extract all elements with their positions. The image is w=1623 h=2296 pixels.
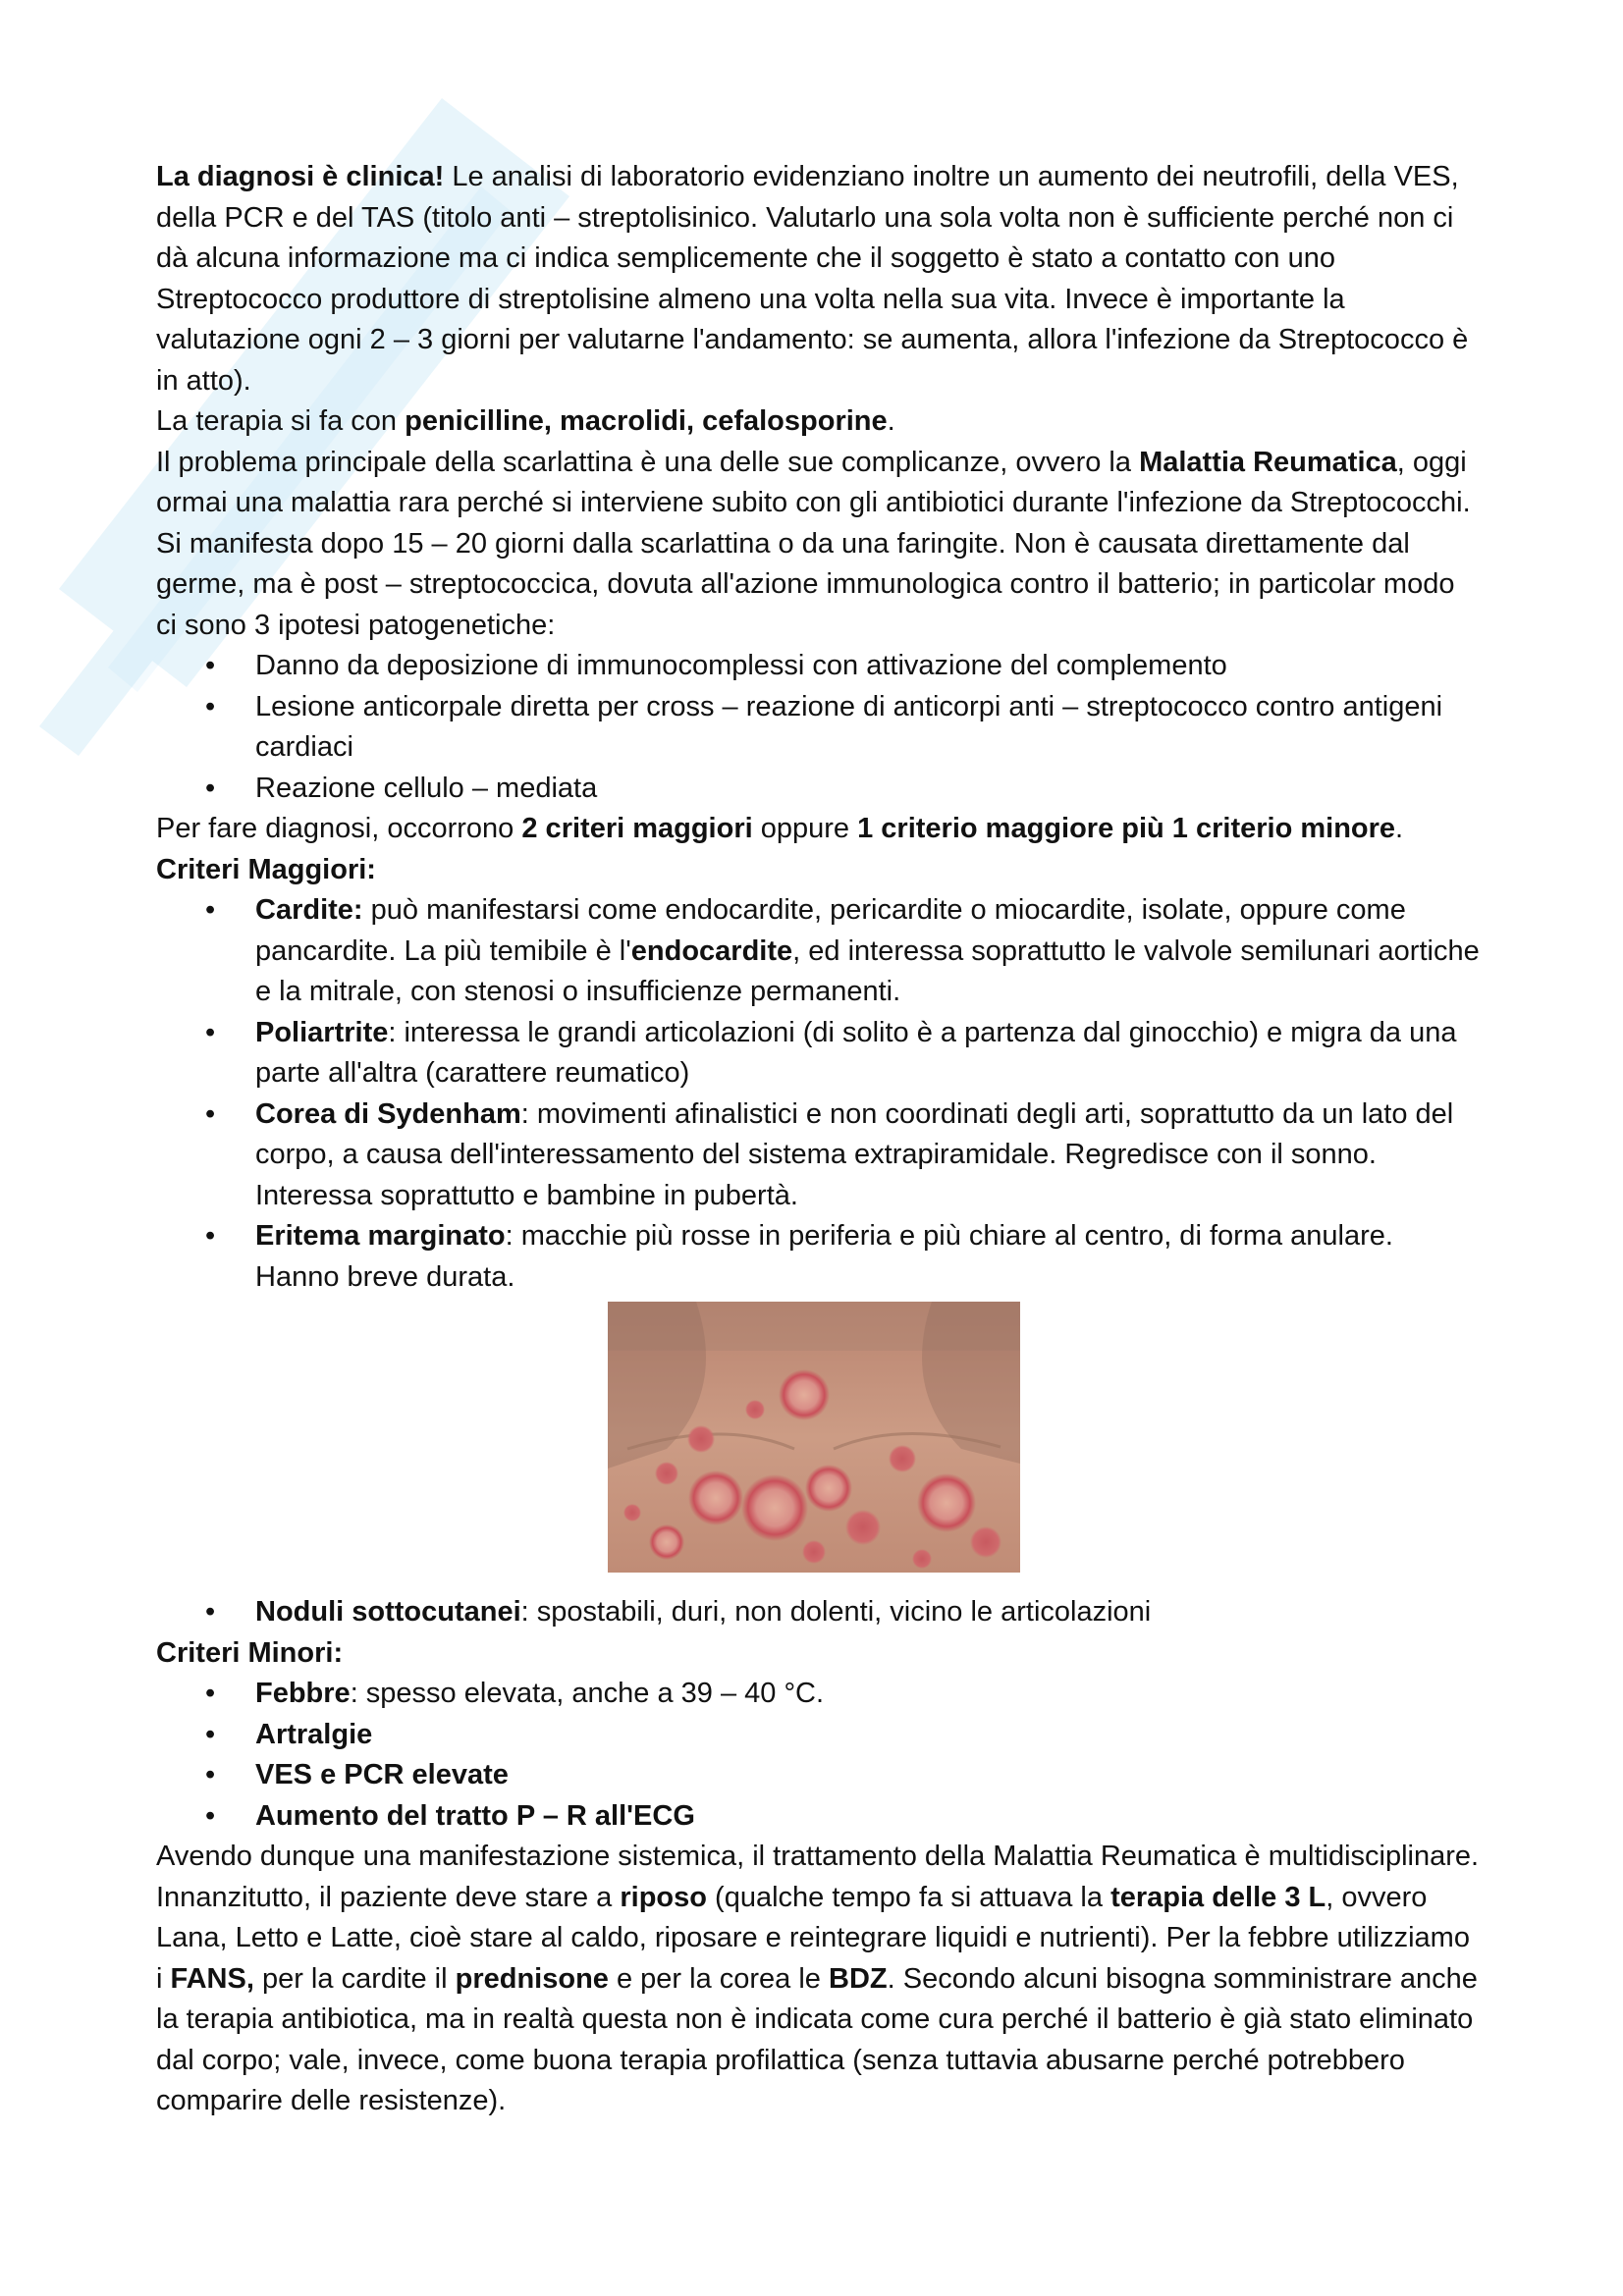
- list-item: • VES e PCR elevate: [156, 1755, 1482, 1796]
- list-item: • Cardite: può manifestarsi come endocardite, pericardite o miocardite, isolate, oppure come pancardite. La più temibile è l'endocardite, ed interessa soprattutto le valvole semilunari aortiche e la mitrale, con stenosi o insufficienze permanenti.: [156, 890, 1482, 1013]
- list-item: • Eritema marginato: macchie più rosse in periferia e più chiare al centro, di forma anulare. Hanno breve durata.: [156, 1216, 1482, 1298]
- erythema-marginatum-photo: [608, 1302, 1020, 1573]
- document-page: [156, 157, 1482, 2122]
- major-criteria-list-continued: [156, 1592, 1482, 1633]
- list-item: • Poliartrite: interessa le grandi articolazioni (di solito è a partenza dal ginocchio) e migra da una parte all'altra (carattere reumatico): [156, 1013, 1482, 1095]
- paragraph-diagnosis: La diagnosi è clinica! Le analisi di laboratorio evidenziano inoltre un aumento dei neutrofili, della VES, della PCR e del TAS (titolo anti – streptolisinico. Valutarlo una sola volta non è sufficiente perché non ci dà alcuna informazione ma ci indica semplicemente che il soggetto è stato a contatto con uno Streptococco produttore di streptolisine almeno una volta nella sua vita. Invece è importante la valutazione ogni 2 – 3 giorni per valutarne l'andamento: se aumenta, allora l'infezione da Streptococco è in atto).: [156, 161, 1469, 397]
- list-item: • Lesione anticorpale diretta per cross – reazione di anticorpi anti – streptococco contro antigeni cardiaci: [156, 687, 1482, 769]
- list-item: • Noduli sottocutanei: spostabili, duri, non dolenti, vicino le articolazioni: [156, 1592, 1482, 1633]
- major-criteria-list: [156, 890, 1482, 1298]
- minor-criteria-heading: Criteri Minori:: [156, 1636, 344, 1669]
- paragraph-criteria-intro: Per fare diagnosi, occorrono 2 criteri maggiori oppure 1 criterio maggiore più 1 criterio minore.: [156, 813, 1404, 844]
- list-item: • Corea di Sydenham: movimenti afinalistici e non coordinati degli arti, soprattutto da un lato del corpo, a causa dell'interessamento del sistema extrapiramidale. Regredisce con il sonno. Interessa soprattutto e bambine in pubertà.: [156, 1095, 1482, 1217]
- paragraph-treatment: Avendo dunque una manifestazione sistemica, il trattamento della Malattia Reumatica è multidisciplinare. Innanzitutto, il paziente deve stare a riposo (qualche tempo fa si attuava la terapia delle 3 L, ovvero Lana, Letto e Latte, cioè stare al caldo, riposare e reintegrare liquidi e nutrienti). Per la febbre utilizziamo i FANS, per la cardite il prednisone e per la corea le BDZ. Secondo alcuni bisogna somministrare anche la terapia antibiotica, ma in realtà questa non è indicata come cura perché il batterio è già stato eliminato dal corpo; vale, invece, come buona terapia profilattica (senza tuttavia abusarne perché potrebbero comparire delle resistenze).: [156, 1841, 1480, 2116]
- major-criteria-heading: Criteri Maggiori:: [156, 853, 376, 885]
- list-item: • Febbre: spesso elevata, anche a 39 – 40 °C.: [156, 1674, 1482, 1715]
- list-item: • Reazione cellulo – mediata: [156, 769, 1482, 810]
- paragraph-problem: Il problema principale della scarlattina è una delle sue complicanze, ovvero la Malattia Reumatica, oggi ormai una malattia rara perché si interviene subito con gli antibiotici durante l'infezione da Streptococchi. Si manifesta dopo 15 – 20 giorni dalla scarlattina o da una faringite. Non è causata direttamente dal germe, ma è post – streptococcica, dovuta all'azione immunologica contro il batterio; in particolar modo ci sono 3 ipotesi patogenetiche:: [156, 446, 1471, 641]
- hypotheses-list: [156, 646, 1482, 809]
- minor-criteria-list: [156, 1674, 1482, 1837]
- list-item: • Artralgie: [156, 1715, 1482, 1756]
- list-item: • Danno da deposizione di immunocomplessi con attivazione del complemento: [156, 646, 1482, 687]
- figure-container: [156, 1302, 1482, 1586]
- paragraph-therapy: La terapia si fa con penicilline, macrolidi, cefalosporine.: [156, 405, 895, 437]
- list-item: • Aumento del tratto P – R all'ECG: [156, 1796, 1482, 1838]
